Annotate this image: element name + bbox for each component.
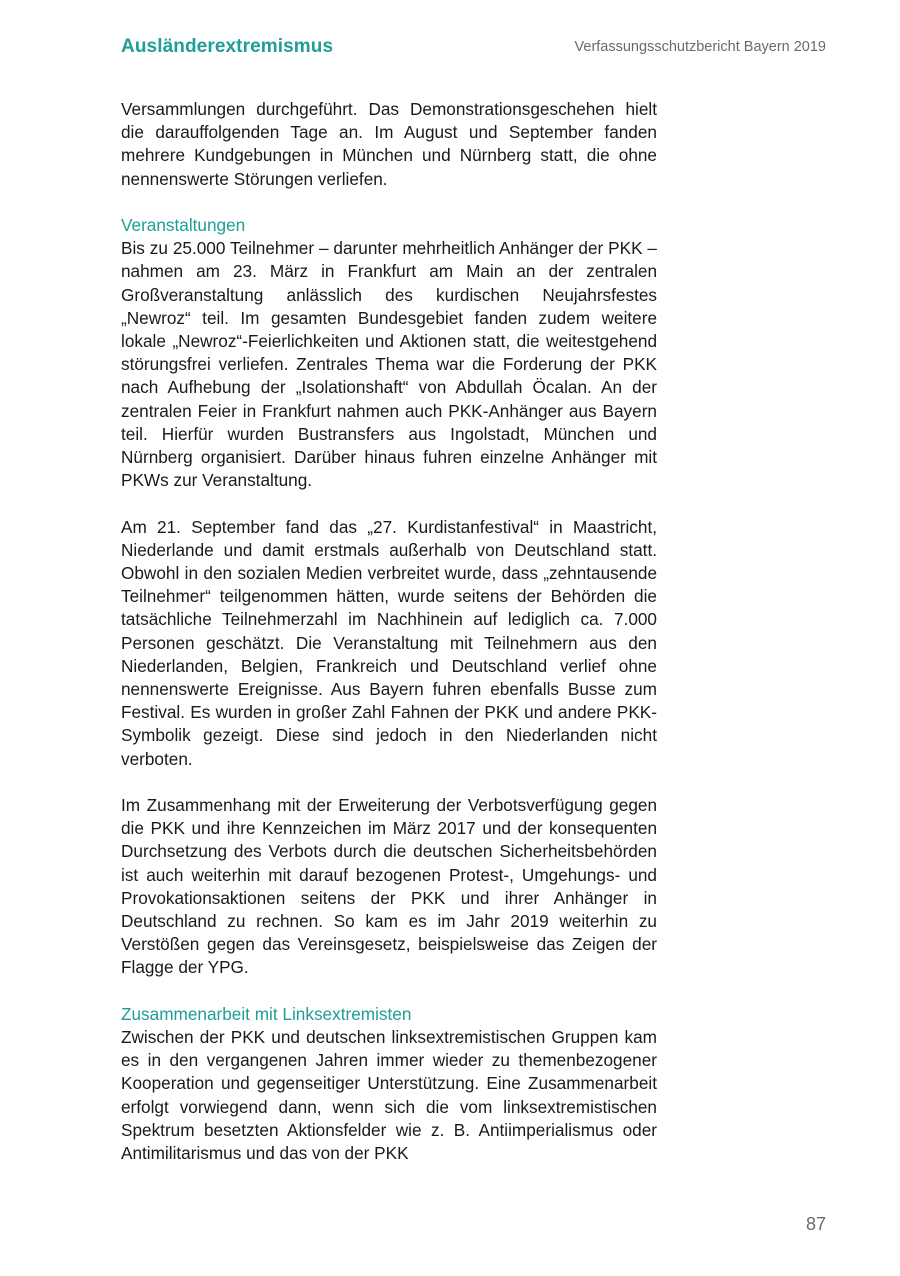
report-title: Verfassungsschutzbericht Bayern 2019: [574, 39, 826, 55]
paragraph: Im Zusammenhang mit der Erweiterung der Verbotsverfügung gegen die PKK und ihre Kennzeichen im März 2017 und der konsequenten Durchsetzung des Verbots durch die deutschen Sicherheitsbehörden ist auch weiterhin mit darauf bezogenen Protest-, Umgehungs- und Provokationsaktionen seitens der PKK und ihrer Anhänger in Deutschland zu rechnen. So kam es im Jahr 2019 weiterhin zu Verstößen gegen das Vereinsgesetz, beispielsweise das Zeigen der Flagge der YPG.: [121, 795, 657, 978]
section-heading: Veranstaltungen: [121, 215, 246, 235]
paragraph: Versammlungen durchgeführt. Das Demonstrationsgeschehen hielt die darauffolgenden Tage an. Im August und September fanden mehrere Kundgebungen in München und Nürnberg statt, die ohne nennenswerte Störungen verliefen.: [121, 99, 657, 189]
section-heading: Zusammenarbeit mit Linksextremisten: [121, 1003, 412, 1024]
page-body: [121, 98, 657, 1188]
section-title: Ausländerextremismus: [121, 36, 334, 57]
paragraph: Am 21. September fand das „27. Kurdistanfestival“ in Maastricht, Niederlande und damit erstmals außerhalb von Deutschland statt. Obwohl in den sozialen Medien verbreitet wurde, dass „zehntausende Teilnehmer“ teilgenommen hätten, wurde seitens der Behörden die tatsächliche Teilnehmerzahl im Nachhinein auf lediglich ca. 7.000 Personen geschätzt. Die Veranstaltung mit Teilnehmern aus den Niederlanden, Belgien, Frankreich und Deutschland verlief ohne nennenswerte Ereignisse. Aus Bayern fuhren ebenfalls Busse zum Festival. Es wurden in großer Zahl Fahnen der PKK und andere PKK-Symbolik gezeigt. Diese sind jedoch in den Niederlanden nicht verboten.: [121, 516, 657, 769]
page-number: 87: [805, 1214, 826, 1234]
paragraph: Bis zu 25.000 Teilnehmer – darunter mehrheitlich Anhänger der PKK – nahmen am 23. März in Frankfurt am Main an der zentralen Großveranstaltung anlässlich des kurdischen Neujahrsfestes „Newroz“ teil. Im gesamten Bundesgebiet fanden zudem weitere lokale „Newroz“-Feierlichkeiten und Aktionen statt, die weitestgehend störungsfrei verliefen. Zentrales Thema war die Forderung der PKK nach Aufhebung der „Isolationshaft“ von Abdullah Öcalan. An der zentralen Feier in Frankfurt nahmen auch PKK-Anhänger aus Bayern teil. Hierfür wurden Bustransfers aus Ingolstadt, München und Nürnberg organisiert. Darüber hinaus fuhren einzelne Anhänger mit PKWs zur Veranstaltung.: [121, 238, 657, 491]
paragraph: Zwischen der PKK und deutschen linksextremistischen Gruppen kam es in den vergangenen Jahren immer wieder zu themenbezogener Kooperation und gegenseitiger Unterstützung. Eine Zusammenarbeit erfolgt vorwiegend dann, wenn sich die vom linksextremistischen Spektrum besetzten Aktionsfelder wie z. B. Antiimperialismus oder Antimilitarismus und das von der PKK: [121, 1027, 657, 1164]
